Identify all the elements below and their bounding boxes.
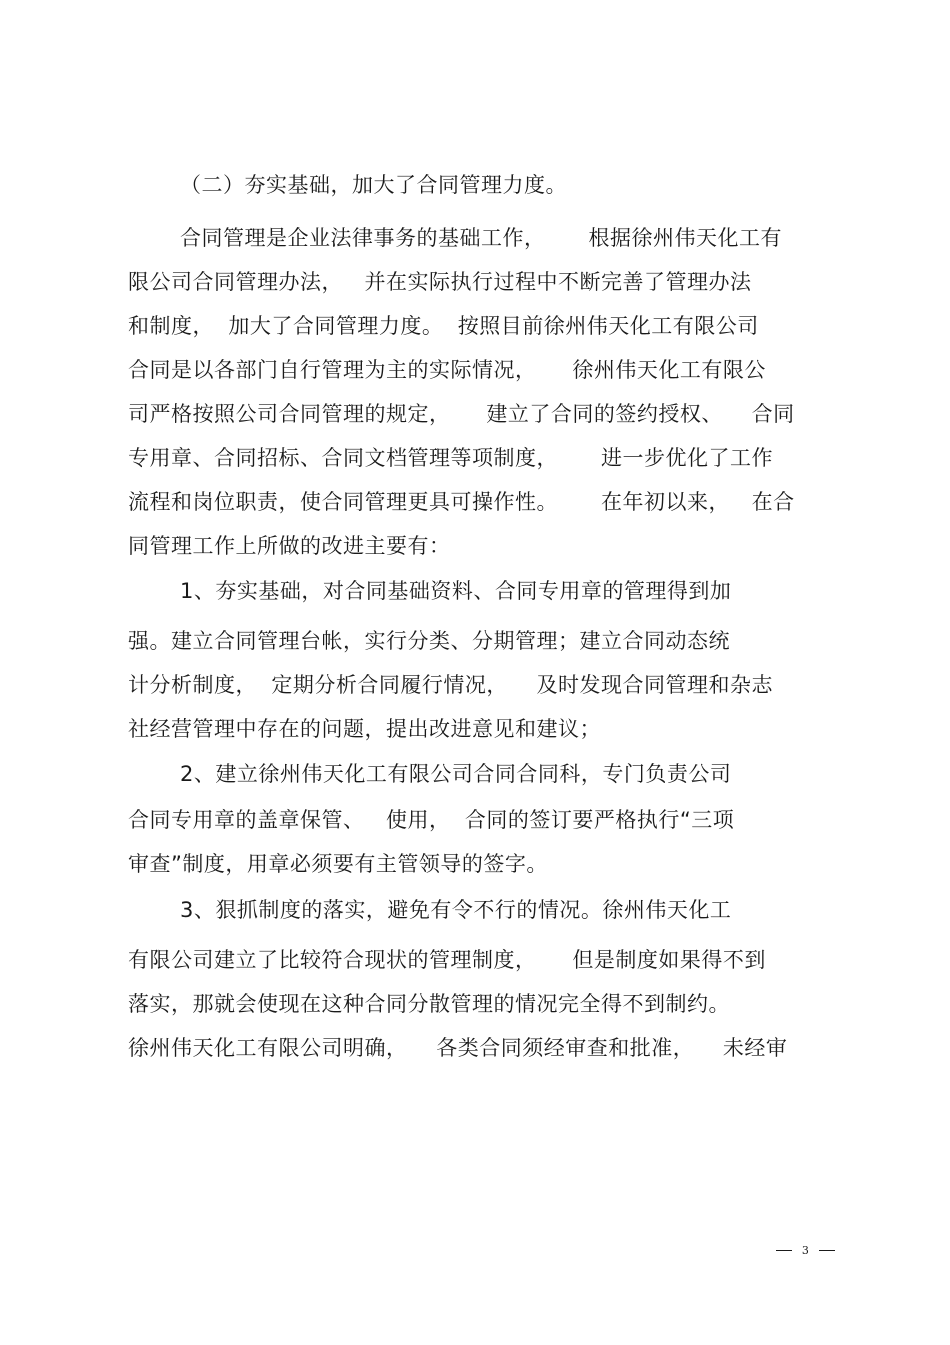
list-item-line: 落实，那就会使现在这种合同分散管理的情况完全得不到制约。 (128, 992, 730, 1016)
list-item-line: 强。建立合同管理台帐，实行分类、分期管理；建立合同动态统 (128, 629, 730, 653)
paragraph-line: 和制度， 加大了合同管理力度。 按照目前徐州伟天化工有限公司 (128, 314, 759, 338)
list-item-line: 徐州伟天化工有限公司明确， 各类合同须经审查和批准， 未经审 (128, 1036, 788, 1060)
list-item-line: 社经营管理中存在的问题，提出改进意见和建议； (128, 717, 601, 741)
list-item-line: 合同专用章的盖章保管、 使用， 合同的签订要严格执行“三项 (128, 808, 735, 832)
list-item-line: 有限公司建立了比较符合现状的管理制度， 但是制度如果得不到 (128, 948, 766, 972)
list-item-line: 审查”制度，用章必须要有主管领导的签字。 (128, 852, 548, 876)
paragraph-line: 合同管理是企业法律事务的基础工作， 根据徐州伟天化工有 (180, 226, 783, 250)
paragraph-line: 同管理工作上所做的改进主要有： (128, 534, 451, 558)
footer-dash-right (819, 1250, 835, 1251)
list-item-line: 3、狠抓制度的落实，避免有令不行的情况。徐州伟天化工 (180, 898, 732, 922)
paragraph-line: 流程和岗位职责，使合同管理更具可操作性。 在年初以来， 在合 (128, 490, 795, 514)
list-item-line: 2、建立徐州伟天化工有限公司合同合同科，专门负责公司 (180, 762, 732, 786)
paragraph-line: 专用章、合同招标、合同文档管理等项制度， 进一步优化了工作 (128, 446, 774, 470)
footer-dash-left (776, 1250, 792, 1251)
paragraph-line: 司严格按照公司合同管理的规定， 建立了合同的签约授权、 合同 (128, 402, 795, 426)
page-number: 3 (801, 1243, 809, 1257)
list-item-line: 计分析制度， 定期分析合同履行情况， 及时发现合同管理和杂志 (128, 673, 774, 697)
paragraph-line: 合同是以各部门自行管理为主的实际情况， 徐州伟天化工有限公 (128, 358, 766, 382)
section-heading: （二）夯实基础，加大了合同管理力度。 (180, 173, 567, 197)
paragraph-line: 限公司合同管理办法， 并在实际执行过程中不断完善了管理办法 (128, 270, 752, 294)
page-footer (758, 1226, 835, 1274)
list-item-line: 1、夯实基础，对合同基础资料、合同专用章的管理得到加 (180, 579, 732, 603)
